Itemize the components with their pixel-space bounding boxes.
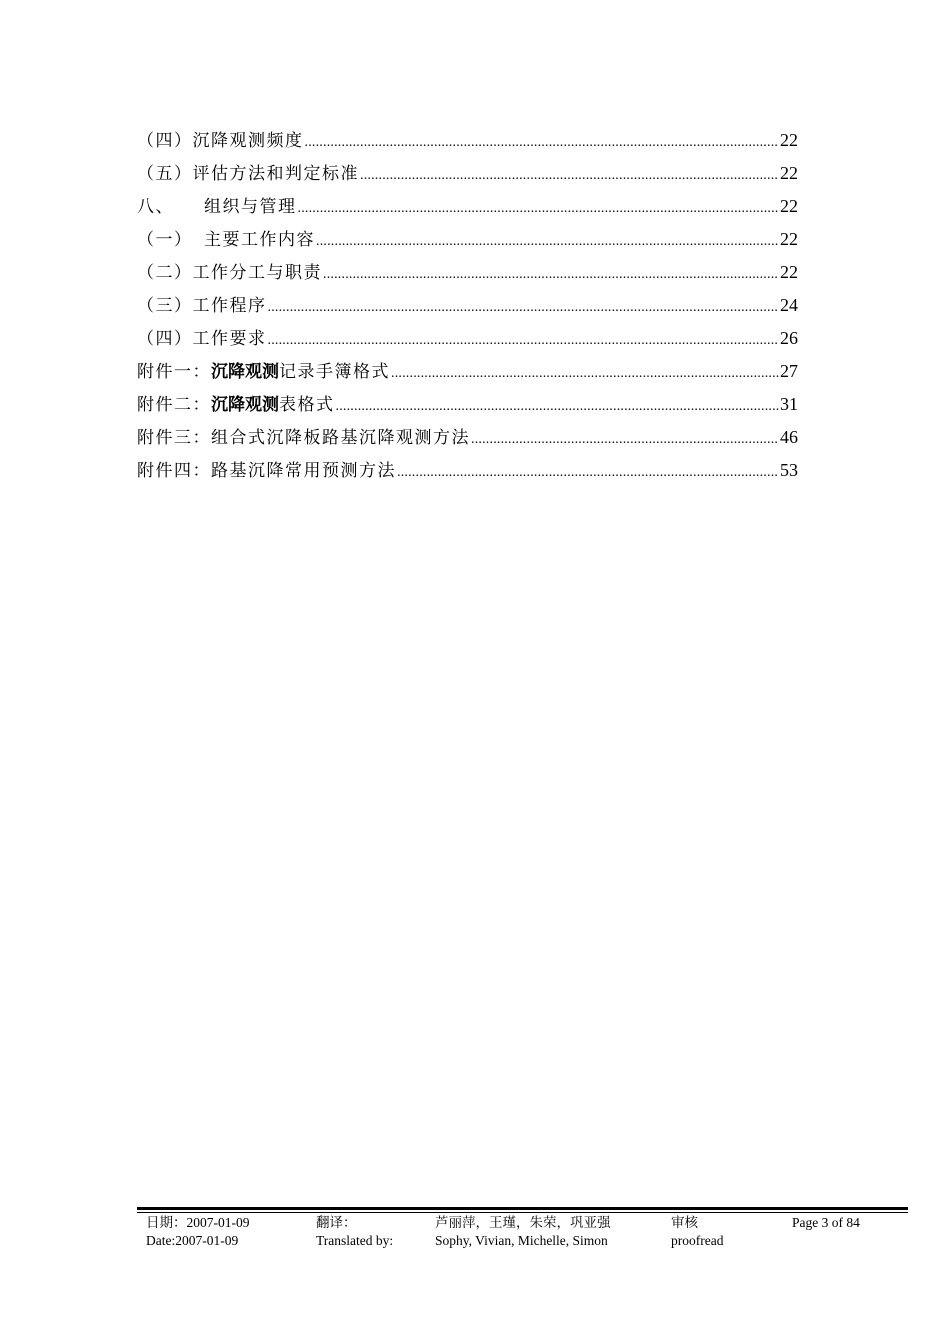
footer-translate-en: Translated by: <box>316 1233 394 1248</box>
toc-entry-label <box>137 356 390 389</box>
toc-leader-dots <box>298 192 780 225</box>
toc-entry-number: 附件一： <box>137 362 211 382</box>
footer-date <box>146 1214 250 1250</box>
toc-entry-page: 26 <box>780 328 798 348</box>
toc-entry[interactable] <box>137 223 798 256</box>
toc-entry-label: 附件四：路基沉降常用预测方法 <box>137 461 396 481</box>
toc-entry-page: 22 <box>780 163 798 183</box>
toc-entry-label: 附件三：组合式沉降板路基沉降观测方法 <box>137 428 470 448</box>
toc-entry[interactable] <box>137 355 798 388</box>
toc-entry[interactable] <box>137 388 798 421</box>
footer-translators <box>435 1214 611 1250</box>
toc-entry-title: 表格式 <box>279 395 335 415</box>
toc-entry-page: 53 <box>780 460 798 480</box>
toc-entry-page: 22 <box>780 196 798 216</box>
footer-translate-cn: 翻译： <box>316 1215 357 1230</box>
toc-entry-label: （三）工作程序 <box>137 296 267 316</box>
toc-entry[interactable] <box>137 289 798 322</box>
footer-translated-label <box>316 1214 393 1250</box>
toc-entry[interactable] <box>137 190 798 223</box>
toc-leader-dots <box>323 258 779 291</box>
toc-entry-label: （二）工作分工与职责 <box>137 263 322 283</box>
toc-leader-dots <box>391 357 779 390</box>
toc-entry-page: 31 <box>780 394 798 414</box>
toc-entry-title: 记录手簿格式 <box>279 362 390 382</box>
footer-review-en: proofread <box>671 1233 724 1248</box>
toc-entry-number: 附件二： <box>137 395 211 415</box>
toc-leader-dots <box>397 456 779 489</box>
toc-entry-label <box>137 389 335 422</box>
toc-entry-title: 组织与管理 <box>204 197 297 217</box>
toc-entry-title: 主要工作内容 <box>204 230 315 250</box>
toc-entry-number: （一） <box>137 230 193 250</box>
toc-entry-bold-term: 沉降观测 <box>211 395 279 415</box>
toc-entry-label: （五）评估方法和判定标准 <box>137 164 359 184</box>
toc-entry[interactable] <box>137 256 798 289</box>
toc-entry[interactable] <box>137 322 798 355</box>
toc-entry-label <box>137 224 315 257</box>
toc-entry-page: 22 <box>780 262 798 282</box>
toc-leader-dots <box>471 423 779 456</box>
footer-page-info: Page 3 of 84 <box>792 1215 860 1230</box>
toc-entry[interactable] <box>137 124 798 157</box>
footer-page-number <box>792 1214 860 1232</box>
toc-entry-page: 46 <box>780 427 798 447</box>
toc-entry-page: 27 <box>780 361 798 381</box>
footer-review-cn: 审核 <box>671 1215 698 1230</box>
footer-divider-thick <box>137 1207 908 1210</box>
toc-leader-dots <box>305 126 780 159</box>
table-of-contents <box>137 124 798 487</box>
toc-leader-dots <box>360 159 779 192</box>
footer-date-en: Date:2007-01-09 <box>146 1233 239 1248</box>
toc-entry-page: 24 <box>780 295 798 315</box>
toc-entry-label: （四）工作要求 <box>137 329 267 349</box>
toc-entry-number: 八、 <box>137 197 174 217</box>
footer-names-cn: 芦丽萍，王瑾，朱荣，巩亚强 <box>435 1215 611 1230</box>
toc-entry-bold-term: 沉降观测 <box>211 362 279 382</box>
toc-entry[interactable] <box>137 454 798 487</box>
toc-entry-page: 22 <box>780 229 798 249</box>
footer-divider-thin <box>137 1212 908 1213</box>
toc-entry-label <box>137 191 297 224</box>
toc-entry-label: （四）沉降观测频度 <box>137 131 304 151</box>
toc-leader-dots <box>336 390 780 423</box>
footer-review <box>671 1214 723 1250</box>
toc-entry[interactable] <box>137 157 798 190</box>
toc-leader-dots <box>268 324 780 357</box>
footer-date-cn: 日期：2007-01-09 <box>146 1215 250 1230</box>
toc-leader-dots <box>268 291 780 324</box>
toc-leader-dots <box>316 225 779 258</box>
toc-entry-page: 22 <box>780 130 798 150</box>
toc-entry[interactable] <box>137 421 798 454</box>
footer-names-en: Sophy, Vivian, Michelle, Simon <box>435 1233 608 1248</box>
